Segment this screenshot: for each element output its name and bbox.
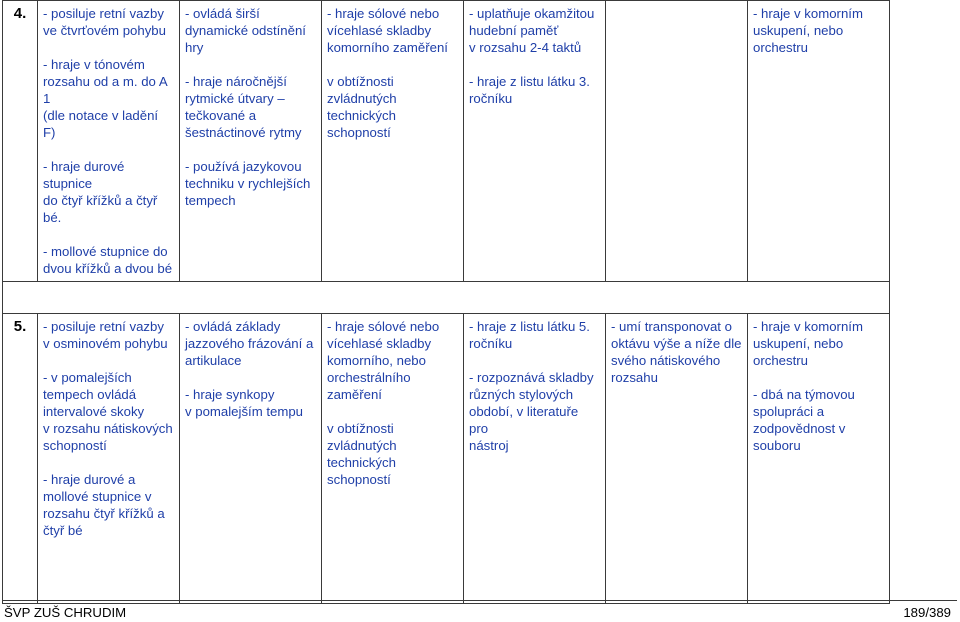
table-cell [180, 1, 322, 282]
table-gap-row [3, 282, 890, 314]
cell-paragraph: - hraje sólové nebo vícehlasé skladby komorního zaměření [327, 6, 448, 55]
cell-paragraph: - hraje durové stupnice do čtyř křížků a čtyř bé. [43, 159, 158, 225]
cell-paragraph: - hraje náročnější rytmické útvary – tečkované a šestnáctinové rytmy [185, 74, 302, 140]
cell-paragraph: - v pomalejších tempech ovládá intervalové skoky v rozsahu nátiskových schopností [43, 370, 173, 453]
cell-paragraph: - hraje z listu látku 3. ročníku [469, 74, 590, 106]
cell-paragraph: - rozpoznává skladby různých stylových období, v literatuře pro nástroj [469, 370, 594, 453]
cell-paragraph: - používá jazykovou techniku v rychlejších tempech [185, 159, 311, 208]
footer-divider [2, 600, 957, 601]
footer-page-number: 189/389 [903, 605, 951, 620]
gap-cell [3, 282, 890, 314]
table-row [3, 1, 890, 282]
cell-paragraph: - hraje v komorním uskupení, nebo orchestru [753, 319, 863, 368]
cell-paragraph: - posiluje retní vazby ve čtvrťovém pohybu [43, 6, 166, 38]
cell-paragraph: - hraje v tónovém rozsahu od a m. do A 1 (dle notace v ladění F) [43, 57, 167, 140]
table-cell [748, 314, 890, 604]
table-cell [38, 314, 180, 604]
table-cell [322, 1, 464, 282]
cell-paragraph: - hraje durové a mollové stupnice v rozsahu čtyř křížků a čtyř bé [43, 472, 165, 538]
table-row [3, 314, 890, 604]
cell-paragraph: - uplatňuje okamžitou hudební paměť v rozsahu 2-4 taktů [469, 6, 595, 55]
cell-paragraph: - hraje sólové nebo vícehlasé skladby komorního, nebo orchestrálního zaměření [327, 319, 440, 402]
cell-paragraph: - hraje synkopy v pomalejším tempu [185, 387, 303, 419]
table-cell [606, 1, 748, 282]
cell-paragraph: - hraje z listu látku 5. ročníku [469, 319, 590, 351]
cell-paragraph: v obtížnosti zvládnutých technických schopností [327, 421, 397, 487]
cell-paragraph: - dbá na týmovou spolupráci a zodpovědnost v souboru [753, 387, 855, 453]
curriculum-table [2, 0, 890, 604]
table-body [3, 1, 890, 604]
cell-paragraph: - umí transponovat o oktávu výše a níže dle svého nátiskového rozsahu [611, 319, 742, 385]
table-cell [606, 314, 748, 604]
table-cell [464, 1, 606, 282]
footer-school-name: ŠVP ZUŠ CHRUDIM [4, 605, 127, 620]
table-cell [748, 1, 890, 282]
cell-paragraph: - ovládá základy jazzového frázování a artikulace [185, 319, 314, 368]
cell-paragraph: - hraje v komorním uskupení, nebo orchestru [753, 6, 863, 55]
table-cell [180, 314, 322, 604]
page-footer [4, 604, 951, 621]
grade-number: 4. [3, 1, 38, 282]
table-cell [38, 1, 180, 282]
cell-paragraph: - posiluje retní vazby v osminovém pohybu [43, 319, 168, 351]
cell-paragraph: v obtížnosti zvládnutých technických schopností [327, 74, 397, 140]
cell-paragraph: - ovládá širší dynamické odstínění hry [185, 6, 306, 55]
cell-paragraph: - mollové stupnice do dvou křížků a dvou bé [43, 244, 173, 276]
table-cell [464, 314, 606, 604]
grade-number: 5. [3, 314, 38, 604]
table-cell [322, 314, 464, 604]
